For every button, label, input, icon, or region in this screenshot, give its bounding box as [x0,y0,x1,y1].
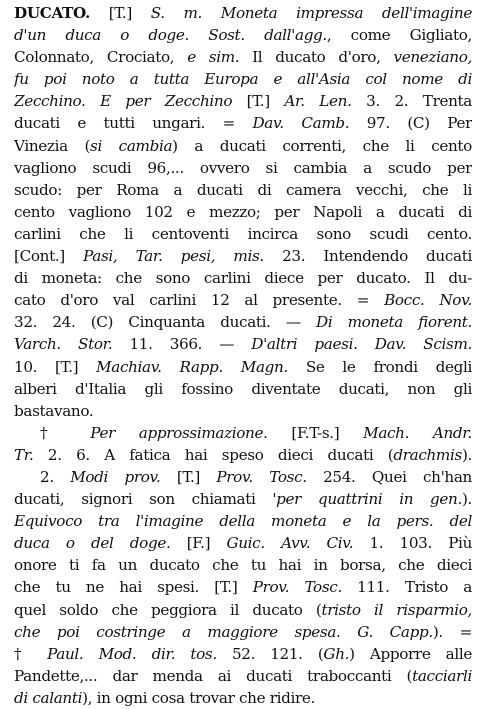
text-line [14,510,472,532]
text-segment: ducati e tutti ungari. = [14,114,253,133]
italic-segment: Modi prov. [70,467,161,486]
italic-segment: Guic. Avv. Civ. [226,534,354,553]
text-line [14,687,472,709]
italic-segment: Gh. [323,644,350,663]
italic-segment: Ar. Len. [284,92,352,111]
text-line [14,201,472,223]
dictionary-entry-ducato [14,2,472,709]
italic-segment: Paul. Mod. dir. tos. [47,644,217,663]
text-line [14,599,472,621]
text-segment: scudo: per Roma a ducati di camera vecchi, che li [14,180,472,199]
italic-segment: Prov. Tosc. [252,578,342,597]
text-segment: [T.] [160,467,217,486]
italic-segment: Equivoco tra l'imagine della moneta e la pers. del [14,512,472,531]
italic-segment: D'altri paesi. Dav. Scism. [251,335,472,354]
text-segment: 111. Tristo a [341,578,472,597]
italic-segment: fu poi noto a tutta Europa e all'Asia col nome di [14,70,472,89]
text-segment: cento vagliono 102 e mezzo; per Napoli a ducati di [14,202,472,221]
text-segment: [T.] [232,92,285,111]
text-line [14,223,472,245]
text-line [14,400,472,422]
text-segment: 23. Intendendo ducati [263,247,472,266]
text-segment: alberi d'Italia gli fossino diventate ducati, non gli [14,379,472,398]
text-line [14,245,472,267]
text-line [14,112,472,134]
italic-segment: e sim. [187,48,240,67]
italic-segment: si cambia [90,136,173,155]
text-line [14,157,472,179]
text-segment: vagliono scudi 96,... ovvero si cambia a scudo per [14,158,472,177]
italic-segment: Machiav. Rapp. Magn. [96,357,288,376]
text-line [14,135,472,157]
italic-segment: Prov. Tosc. [216,467,307,486]
text-segment: ducati, signori son chiamati [14,490,273,509]
text-line [14,444,472,466]
text-line [14,576,472,598]
text-segment: bastavano. [14,401,94,420]
text-line [14,68,472,90]
text-segment: quel soldo che peggiora il ducato ( [14,600,322,619]
text-segment: [F.T-s.] [267,423,364,442]
text-line [14,356,472,378]
italic-segment: veneziano, [393,48,472,67]
text-segment: Se le frondi degli [287,357,472,376]
text-line [14,179,472,201]
text-segment: 2. 6. A fatica hai speso dieci ducati ( [33,445,394,464]
italic-segment: Zecchino. E per Zecchino [14,92,233,111]
text-segment: onore ti fa un ducato che tu hai in borsa, che dieci [14,556,472,575]
text-segment: carlini che li centoventi incirca sono scudi cento. [14,224,472,243]
text-line [14,554,472,576]
headword: DUCATO. [14,4,90,22]
text-line [14,46,472,68]
text-segment: [T.] [89,4,151,22]
text-line [14,665,472,687]
text-line [14,267,472,289]
italic-segment: Varch. Stor. [14,335,113,354]
text-segment: Pandette,... dar menda ai ducati traboccanti ( [14,666,413,685]
text-line [14,422,472,444]
text-segment: ) Apporre alle [349,644,472,663]
italic-segment: tacciarli [412,666,472,685]
italic-segment: d'un duca o doge. Sost. dall'agg. [14,26,327,45]
text-segment: 52. 121. ( [216,644,324,663]
text-segment: 32. 24. (C) Cinquanta ducati. — [14,313,316,332]
text-segment: ). [461,490,472,509]
text-segment: 10. [T.] [14,357,97,376]
text-segment: 3. 2. Trenta [351,92,472,111]
text-segment: Vinezia ( [14,136,91,155]
text-segment: † [14,644,48,663]
text-segment: 11. 366. — [112,335,252,354]
text-segment: 254. Quei ch'han [306,467,472,486]
italic-segment: Pasi, Tar. pesi, mis. [83,247,264,266]
text-line [14,643,472,665]
text-line [14,488,472,510]
italic-segment: Mach. Andr. [363,423,472,442]
italic-segment: che poi costringe a maggiore spesa. G. Capp. [14,622,433,641]
italic-segment: Per approssimazione. [90,423,268,442]
text-line [14,2,472,24]
text-segment: † [40,423,91,442]
italic-segment: Tr. [14,445,34,464]
italic-segment: Di moneta fiorent. [316,313,472,332]
text-segment: di moneta: che sono carlini diece per ducato. Il du- [14,269,472,288]
text-segment: [F.] [170,534,227,553]
text-segment: Il ducato d'oro, [239,48,394,67]
italic-segment: duca o del doge. [14,534,171,553]
text-line [14,466,472,488]
italic-segment: di calanti [14,688,83,707]
text-line [14,532,472,554]
text-segment: cato d'oro val carlini 12 al presente. = [14,291,385,310]
text-line [14,90,472,112]
italic-segment: drachmis [393,445,462,464]
text-segment: ) a ducati correnti, che li cento [172,136,472,155]
text-line [14,289,472,311]
text-segment: 97. (C) Per [349,114,472,133]
text-segment: ). [461,445,472,464]
text-segment: 2. [40,467,71,486]
text-segment: che tu ne hai spesi. [T.] [14,578,253,597]
text-line [14,378,472,400]
text-segment: , come Gigliato, [326,26,472,45]
text-line [14,24,472,46]
italic-segment: S. m. Moneta impressa dell'imagine [150,4,472,22]
italic-segment: Dav. Camb. [252,114,350,133]
text-line [14,333,472,355]
text-line [14,311,472,333]
text-segment: ). = [432,622,472,641]
text-segment: ), in ogni cosa trovar che ridire. [82,688,316,707]
italic-segment: 'per quattrini in gen. [272,490,462,509]
text-line [14,621,472,643]
text-segment: Colonnato, Crociato, [14,48,188,67]
text-segment: 1. 103. Più [353,534,472,553]
text-segment: [Cont.] [14,247,84,266]
italic-segment: Bocc. Nov. [384,291,472,310]
italic-segment: tristo il risparmio, [321,600,472,619]
